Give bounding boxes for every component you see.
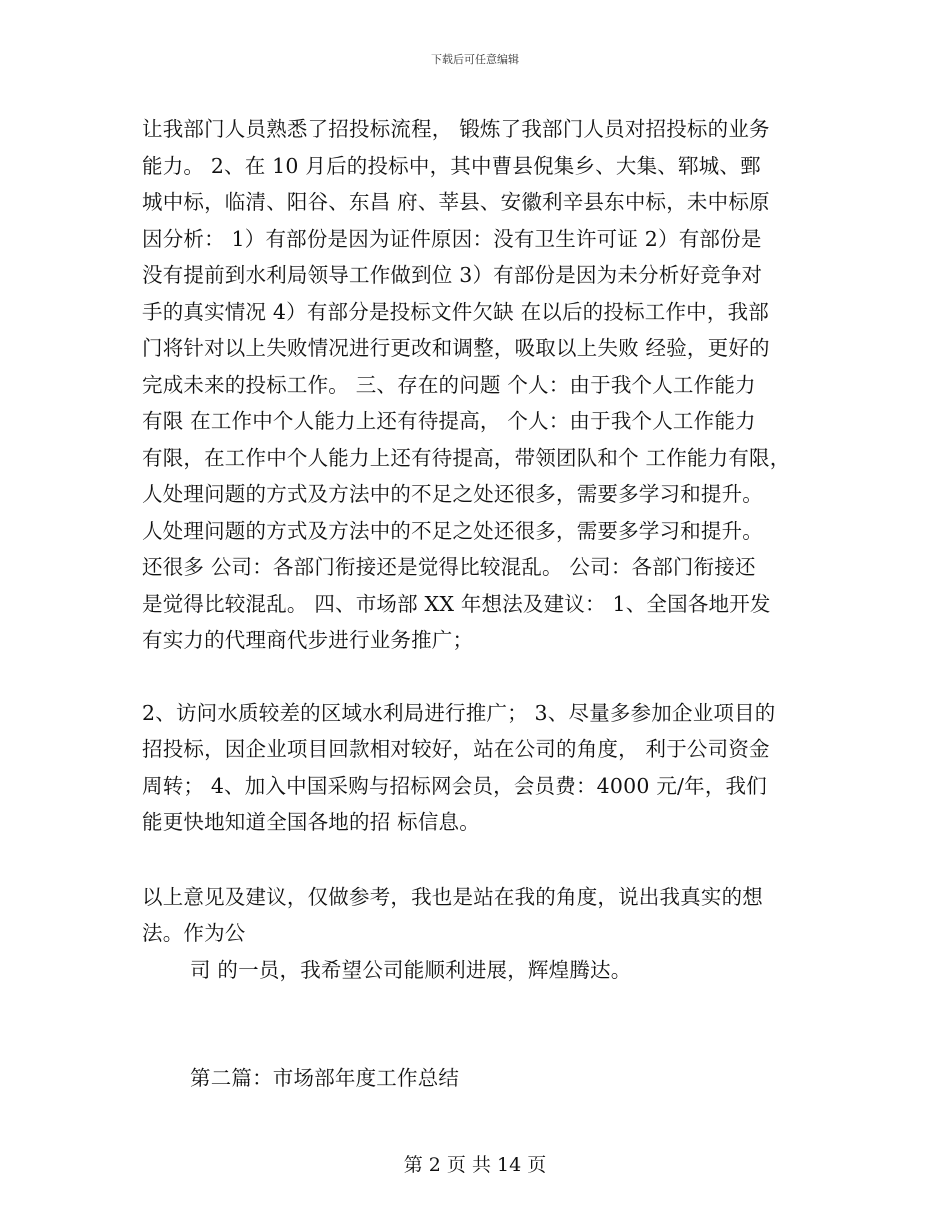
paragraph-gap (142, 659, 822, 695)
text-line: 手的真实情况 4）有部分是投标文件欠缺 在以后的投标工作中，我部 (142, 299, 769, 324)
text-line: 有限 在工作中个人能力上还有待提高， 个人：由于我个人工作能力 (142, 409, 756, 433)
section-title: 第二篇：市场部年度工作总结 (190, 1066, 460, 1090)
text-line: 法。作为公 (142, 921, 246, 945)
text-line: 因分析： 1）有部份是因为证件原因：没有卫生许可证 2）有部份是 (142, 226, 762, 251)
text-line: 有限，在工作中个人能力上还有待提高，带领团队和个 工作能力有限， (142, 445, 791, 470)
text-line: 能更快地知道全国各地的招 标信息。 (142, 810, 480, 834)
text-line: 城中标，临清、阳谷、东昌 府、莘县、安徽利辛县东中标，未中标原 (142, 190, 770, 214)
document-body (142, 111, 822, 1097)
text-line-indented: 司 的一员，我希望公司能顺利进展，辉煌腾达。 (190, 957, 632, 982)
text-line: 还很多 公司：各部门衔接还是觉得比较混乱。 公司：各部门衔接还 (142, 555, 756, 579)
text-line: 让我部门人员熟悉了招投标流程， 锻炼了我部门人员对招投标的业务 (142, 117, 770, 141)
text-line: 门将针对以上失败情况进行更改和调整，吸取以上失败 经验，更好的 (142, 336, 770, 360)
paragraph-block-3 (142, 879, 822, 989)
text-line: 完成未来的投标工作。 三、存在的问题 个人：由于我个人工作能力 (142, 372, 756, 397)
text-line: 周转； 4、加入中国采购与招标网会员，会员费：4000 元/年，我们 (142, 773, 767, 798)
text-line: 人处理问题的方式及方法中的不足之处还很多，需要多学习和提升。 (142, 482, 763, 506)
text-line: 以上意见及建议，仅做参考，我也是站在我的角度，说出我真实的想 (142, 884, 763, 909)
paragraph-gap (142, 841, 822, 879)
text-line: 有实力的代理商代步进行业务推广； (142, 628, 474, 652)
text-line: 人处理问题的方式及方法中的不足之处还很多，需要多学习和提升。 (142, 518, 763, 543)
paragraph-block-2 (142, 695, 822, 841)
text-line: 2、访问水质较差的区域水利局进行推广； 3、尽量多参加企业项目的 (142, 700, 776, 725)
text-line: 是觉得比较混乱。 四、市场部 XX 年想法及建议： 1、全国各地开发 (142, 591, 771, 616)
paragraph-block-1 (142, 111, 822, 659)
text-line: 招投标，因企业项目回款相对较好，站在公司的角度， 利于公司资金 (142, 737, 770, 761)
text-line: 能力。 2、在 10 月后的投标中，其中曹县倪集乡、大集、郓城、鄄 (142, 153, 761, 178)
page-header: 下载后可任意编辑 (431, 53, 519, 66)
page-number: 第 2 页 共 14 页 (403, 1154, 547, 1176)
paragraph-gap (142, 988, 822, 1060)
text-line: 没有提前到水利局领导工作做到位 3）有部份是因为未分析好竞争对 (142, 263, 763, 287)
